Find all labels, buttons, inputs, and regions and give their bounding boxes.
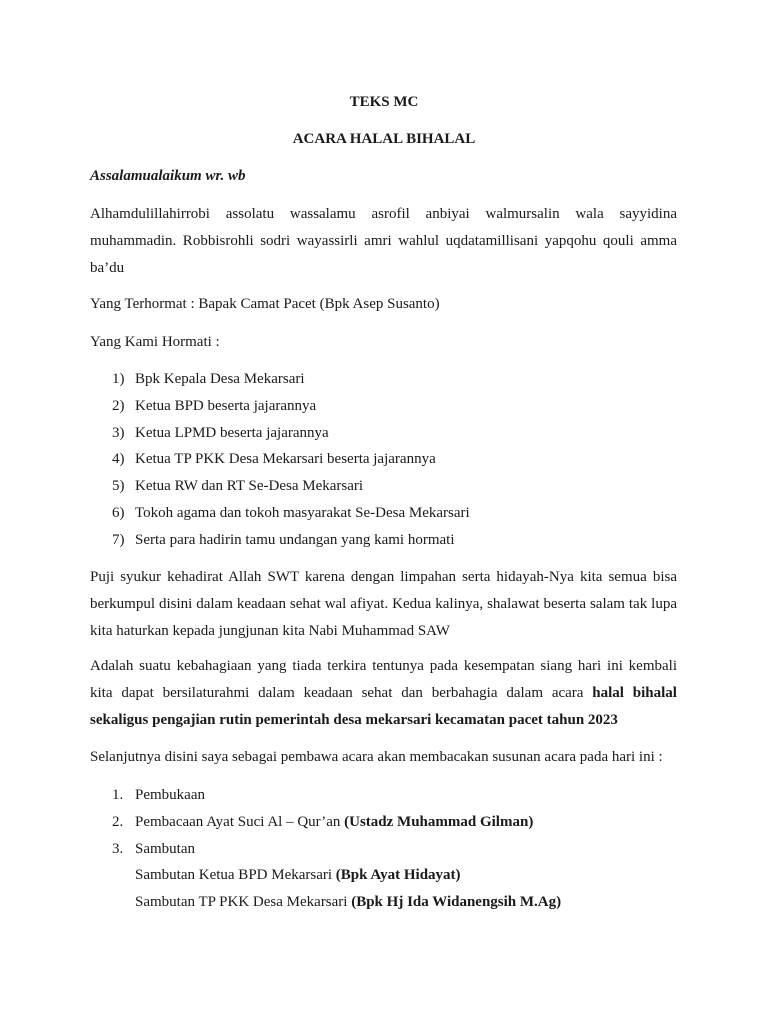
list-item: 6) Tokoh agama dan tokoh masyarakat Se-Desa Mekarsari — [112, 504, 470, 521]
agenda-item: 1. Pembukaan — [112, 787, 205, 803]
agenda-list — [90, 782, 677, 916]
agenda-subitem: Sambutan Ketua BPD Mekarsari (Bpk Ayat Hidayat) — [135, 867, 461, 884]
document-title: TEKS MC — [349, 94, 419, 110]
list-item: 3) Ketua LPMD beserta jajarannya — [112, 424, 329, 441]
event-name: halal bihalal sekaligus pengajian rutin pemerintah desa mekarsari kecamatan pacet tahun 2023 — [90, 685, 677, 728]
speaker-name: (Bpk Ayat Hidayat) — [335, 867, 461, 884]
list-item: 5) Ketua RW dan RT Se-Desa Mekarsari — [112, 478, 364, 495]
agenda-item: 3. Sambutan Sambutan Ketua BPD Mekarsari (Bpk Ayat Hidayat) Sambutan TP PKK Desa Mekarsari (Bpk Hj Ida Widanengsih M.Ag) — [90, 836, 677, 916]
list-item: 4) Ketua TP PKK Desa Mekarsari beserta jajarannya — [112, 451, 436, 468]
speaker-name: (Ustadz Muhammad Gilman) — [344, 813, 534, 830]
honored-guest-list — [90, 366, 677, 554]
greeting: Assalamualaikum wr. wb — [90, 168, 246, 184]
puji-paragraph: Puji syukur kehadirat Allah SWT karena dengan limpahan serta hidayah-Nya kita semua bisa berkumpul disini dalam keadaan sehat wal afiyat. Kedua kalinya, shalawat beserta salam tak lupa kita haturkan kepada jungjunan kita Nabi Muhammad SAW — [90, 569, 677, 639]
adalah-paragraph: Adalah suatu kebahagiaan yang tiada terkira tentunya pada kesempatan siang hari ini kembali kita dapat bersilaturahmi dalam keadaan sehat dan berbahagia dalam acara halal bihalal sekaligus pengajian rutin pemerintah desa mekarsari kecamatan pacet tahun 2023 — [90, 658, 677, 728]
opening-paragraph: Alhamdulillahirrobi assolatu wassalamu asrofil anbiyai walmursalin wala sayyidina muhammadin. Robbisrohli sodri wayassirli amri wahlul uqdatamillisani yapqohu qouli amma ba’du — [90, 206, 677, 276]
agenda-subitem: Sambutan TP PKK Desa Mekarsari (Bpk Hj Ida Widanengsih M.Ag) — [135, 894, 562, 911]
list-item: 1) Bpk Kepala Desa Mekarsari — [112, 371, 305, 387]
agenda-item: 2. Pembacaan Ayat Suci Al – Qur’an (Ustadz Muhammad Gilman) — [112, 813, 534, 830]
document-subtitle: ACARA HALAL BIHALAL — [292, 131, 476, 147]
kami-hormati-line: Yang Kami Hormati : — [90, 334, 220, 350]
speaker-name: (Bpk Hj Ida Widanengsih M.Ag) — [351, 894, 562, 911]
terhormat-line: Yang Terhormat : Bapak Camat Pacet (Bpk Asep Susanto) — [90, 296, 440, 312]
list-item: 7) Serta para hadirin tamu undangan yang kami hormati — [112, 531, 455, 548]
list-item: 2) Ketua BPD beserta jajarannya — [112, 397, 317, 414]
selanjutnya-paragraph: Selanjutnya disini saya sebagai pembawa acara akan membacakan susunan acara pada hari ini : — [90, 749, 663, 765]
